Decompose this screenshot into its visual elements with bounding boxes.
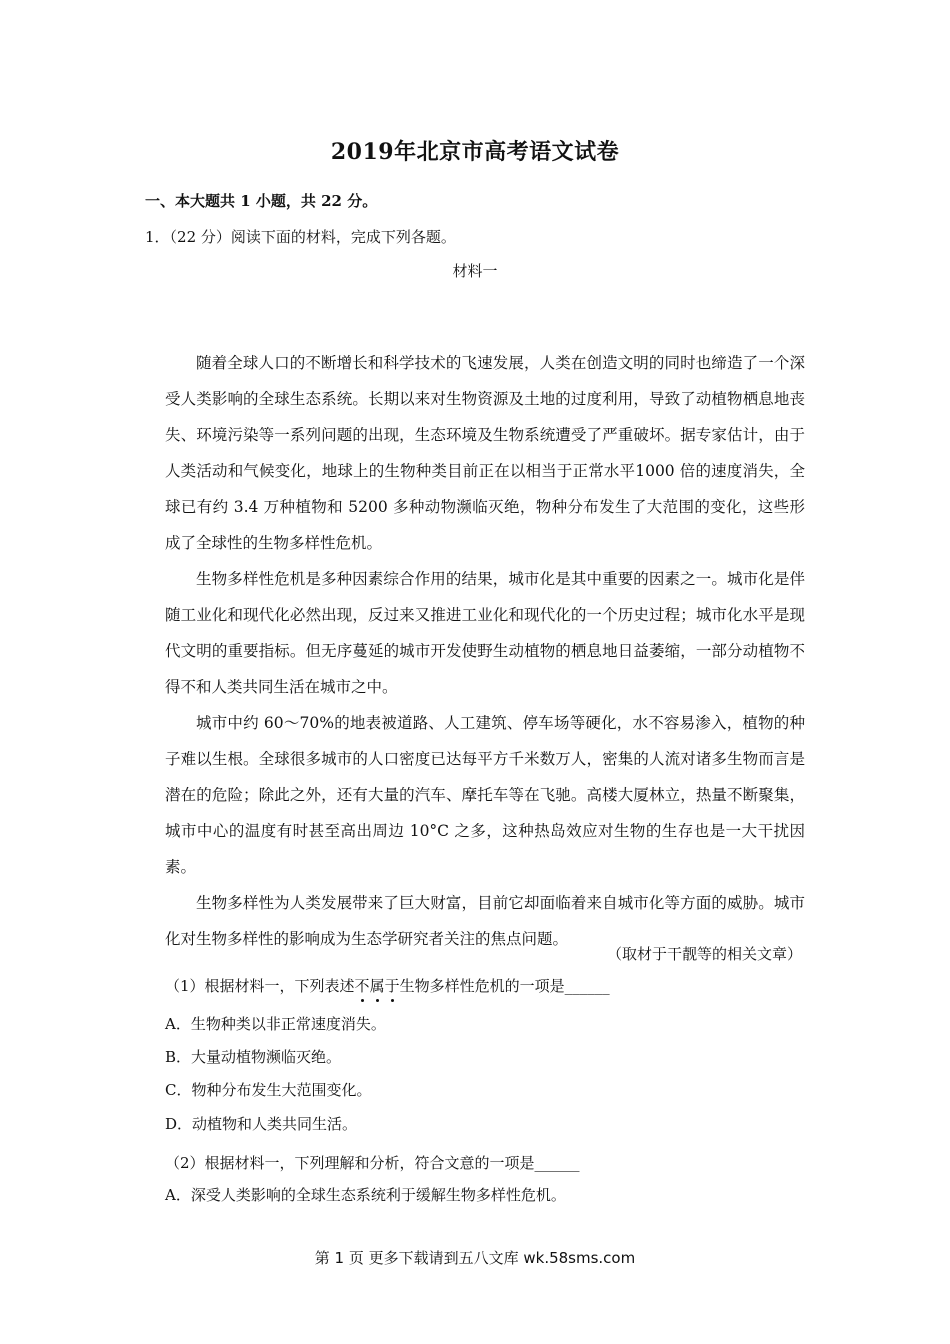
question-1-prefix: （1）根据材料一，下列表述 bbox=[165, 977, 355, 995]
page-footer: 第 1 页 更多下载请到五八文库 wk.58sms.com bbox=[314, 1249, 636, 1267]
question-1-option-b: B．大量动植物濒临灭绝。 bbox=[165, 1048, 342, 1066]
question-2-option-a: A．深受人类影响的全球生态系统利于缓解生物多样性危机。 bbox=[165, 1186, 566, 1204]
question-1-option-a: A．生物种类以非正常速度消失。 bbox=[165, 1015, 386, 1033]
emphasis-text bbox=[355, 975, 400, 996]
section-heading: 一、本大题共 1 小题，共 22 分。 bbox=[145, 192, 378, 210]
emphasis-char: 不 bbox=[354, 977, 370, 995]
question-1-suffix: 生物多样性危机的一项是______ bbox=[399, 977, 610, 995]
paragraph: 生物多样性危机是多种因素综合作用的结果，城市化是其中重要的因素之一。城市化是伴随工业化和现代化必然出现，反过来又推进工业化和现代化的一个历史过程；城市化水平是现代文明的重要指标。但无序蔓延的城市开发使野生动植物的栖息地日益萎缩，一部分动植物不得不和人类共同生活在城市之中。 bbox=[165, 570, 805, 696]
paragraph: 生物多样性为人类发展带来了巨大财富，目前它却面临着来自城市化等方面的威胁。城市化对生物多样性的影响成为生态学研究者关注的焦点问题。 bbox=[165, 894, 805, 948]
page-title: 2019年北京市高考语文试卷 bbox=[330, 139, 620, 165]
question-intro: 1．（22 分）阅读下面的材料，完成下列各题。 bbox=[145, 228, 456, 246]
material-body bbox=[165, 345, 805, 957]
emphasis-char: 属 bbox=[369, 977, 385, 995]
material-label: 材料一 bbox=[452, 262, 498, 280]
question-1-option-c: C．物种分布发生大范围变化。 bbox=[165, 1081, 372, 1099]
paragraph: 城市中约 60～70%的地表被道路、人工建筑、停车场等硬化，水不容易渗入，植物的种子难以生根。全球很多城市的人口密度已达每平方千米数万人，密集的人流对诸多生物而言是潜在的危险；除此之外，还有大量的汽车、摩托车等在飞驰。高楼大厦林立，热量不断聚集，城市中心的温度有时甚至高出周边 10°C 之多，这种热岛效应对生物的生存也是一大干扰因素。 bbox=[165, 714, 805, 876]
question-1 bbox=[165, 975, 610, 996]
question-1-option-d: D．动植物和人类共同生活。 bbox=[165, 1115, 358, 1133]
paragraph: 随着全球人口的不断增长和科学技术的飞速发展，人类在创造文明的同时也缔造了一个深受人类影响的全球生态系统。长期以来对生物资源及土地的过度利用，导致了动植物栖息地丧失、环境污染等一系列问题的出现，生态环境及生物系统遭受了严重破坏。据专家估计，由于人类活动和气候变化，地球上的生物种类目前正在以相当于正常水平1000 倍的速度消失，全球已有约 3.4 万种植物和 5200 多种动物濒临灭绝，物种分布发生了大范围的变化，这些形成了全球性的生物多样性危机。 bbox=[165, 354, 805, 552]
emphasis-char: 于 bbox=[384, 977, 400, 995]
question-2: （2）根据材料一，下列理解和分析，符合文意的一项是______ bbox=[165, 1154, 580, 1172]
source-citation: （取材于干靓等的相关文章） bbox=[606, 945, 802, 963]
